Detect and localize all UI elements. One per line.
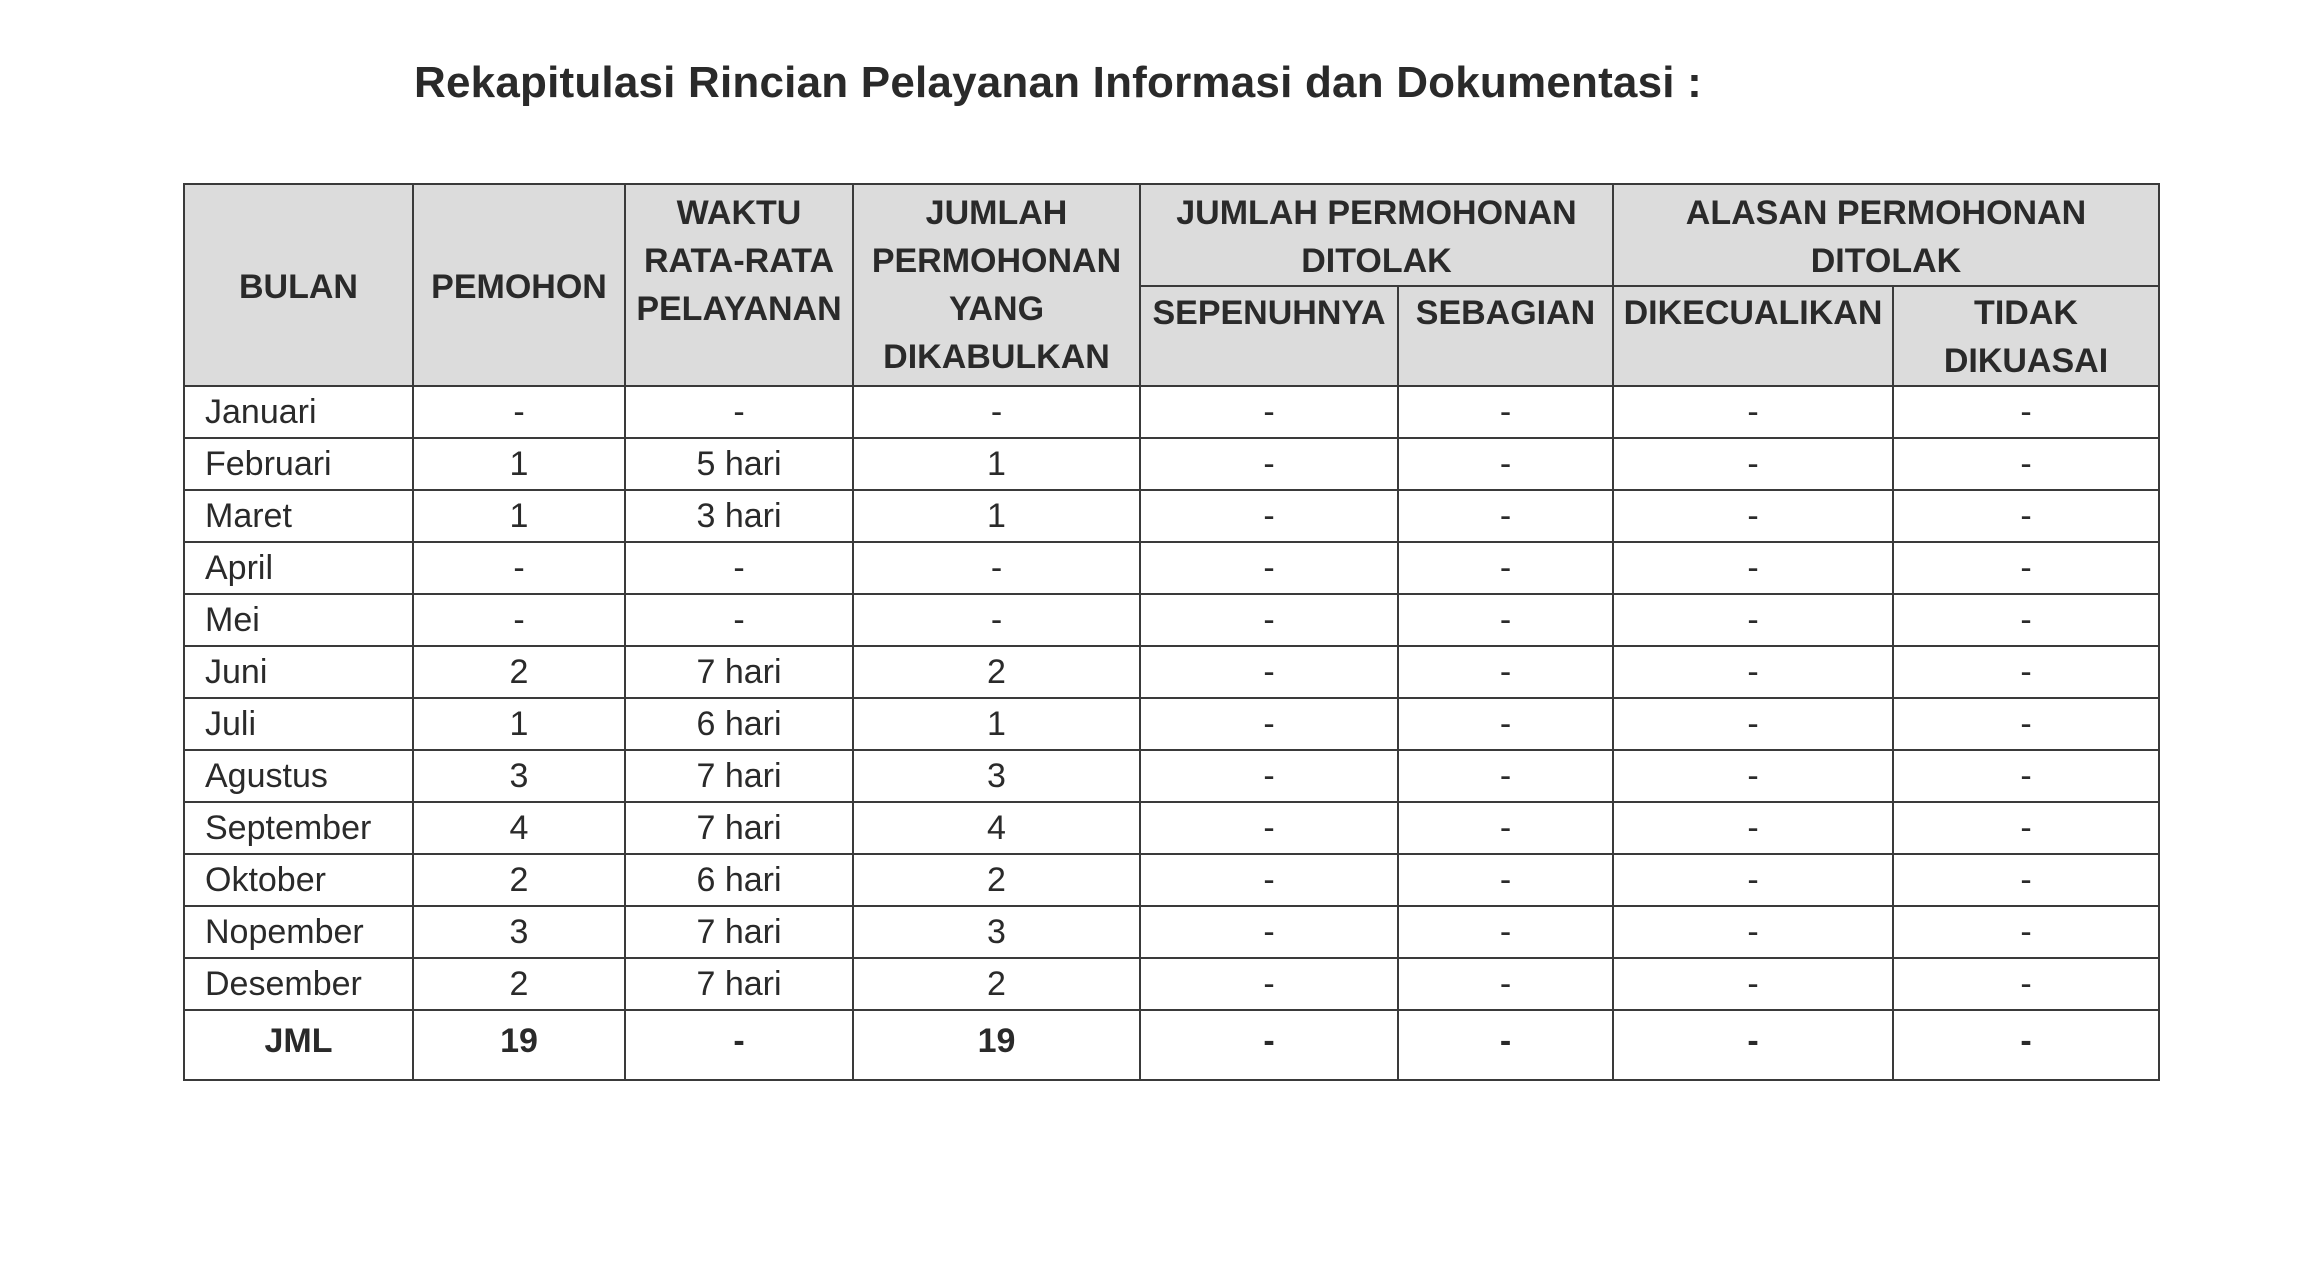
cell-sepenuhnya: -: [1140, 542, 1398, 594]
cell-waktu: 7 hari: [625, 646, 853, 698]
cell-dikecualikan: -: [1613, 698, 1893, 750]
cell-dikabulkan: 2: [853, 854, 1140, 906]
cell-waktu: 6 hari: [625, 698, 853, 750]
cell-waktu: 6 hari: [625, 854, 853, 906]
cell-dikecualikan: -: [1613, 750, 1893, 802]
cell-waktu: 7 hari: [625, 906, 853, 958]
cell-sepenuhnya: -: [1140, 958, 1398, 1010]
cell-pemohon: 2: [413, 854, 625, 906]
cell-bulan: Mei: [184, 594, 413, 646]
header-pemohon: PEMOHON: [413, 184, 625, 386]
cell-bulan: Juli: [184, 698, 413, 750]
cell-sebagian: -: [1398, 854, 1613, 906]
cell-bulan: Desember: [184, 958, 413, 1010]
cell-pemohon: 2: [413, 646, 625, 698]
cell-bulan: JML: [184, 1010, 413, 1080]
cell-sepenuhnya: -: [1140, 646, 1398, 698]
cell-tidak-dikuasai: -: [1893, 906, 2159, 958]
cell-pemohon: 19: [413, 1010, 625, 1080]
cell-tidak-dikuasai: -: [1893, 802, 2159, 854]
cell-sebagian: -: [1398, 490, 1613, 542]
cell-dikabulkan: 2: [853, 646, 1140, 698]
cell-sebagian: -: [1398, 958, 1613, 1010]
cell-waktu: -: [625, 1010, 853, 1080]
cell-waktu: 7 hari: [625, 958, 853, 1010]
table-row: [184, 490, 2159, 542]
header-waktu-rata-rata: WAKTU RATA-RATA PELAYANAN: [625, 184, 853, 386]
header-jumlah-dikabulkan: JUMLAH PERMOHONAN YANG DIKABULKAN: [853, 184, 1140, 386]
cell-sebagian: -: [1398, 646, 1613, 698]
cell-sebagian: -: [1398, 542, 1613, 594]
cell-tidak-dikuasai: -: [1893, 490, 2159, 542]
cell-tidak-dikuasai: -: [1893, 698, 2159, 750]
cell-dikecualikan: -: [1613, 1010, 1893, 1080]
cell-dikecualikan: -: [1613, 958, 1893, 1010]
cell-dikabulkan: 2: [853, 958, 1140, 1010]
cell-dikabulkan: -: [853, 386, 1140, 438]
cell-tidak-dikuasai: -: [1893, 646, 2159, 698]
cell-sepenuhnya: -: [1140, 698, 1398, 750]
cell-dikecualikan: -: [1613, 854, 1893, 906]
cell-sebagian: -: [1398, 438, 1613, 490]
cell-bulan: Maret: [184, 490, 413, 542]
cell-pemohon: 3: [413, 750, 625, 802]
cell-dikabulkan: -: [853, 542, 1140, 594]
cell-pemohon: 2: [413, 958, 625, 1010]
header-bulan: BULAN: [184, 184, 413, 386]
cell-bulan: September: [184, 802, 413, 854]
table-body: [184, 386, 2159, 1080]
table-row: [184, 802, 2159, 854]
cell-bulan: Juni: [184, 646, 413, 698]
cell-waktu: -: [625, 594, 853, 646]
table-row: [184, 438, 2159, 490]
cell-dikabulkan: 3: [853, 906, 1140, 958]
cell-waktu: 5 hari: [625, 438, 853, 490]
cell-dikabulkan: -: [853, 594, 1140, 646]
cell-waktu: 7 hari: [625, 802, 853, 854]
cell-sebagian: -: [1398, 594, 1613, 646]
cell-waktu: 7 hari: [625, 750, 853, 802]
cell-tidak-dikuasai: -: [1893, 594, 2159, 646]
cell-dikecualikan: -: [1613, 906, 1893, 958]
cell-sebagian: -: [1398, 906, 1613, 958]
cell-waktu: 3 hari: [625, 490, 853, 542]
table-row: [184, 698, 2159, 750]
cell-dikecualikan: -: [1613, 490, 1893, 542]
cell-dikabulkan: 1: [853, 438, 1140, 490]
cell-tidak-dikuasai: -: [1893, 750, 2159, 802]
cell-sebagian: -: [1398, 750, 1613, 802]
cell-sepenuhnya: -: [1140, 854, 1398, 906]
table-row: [184, 906, 2159, 958]
cell-sepenuhnya: -: [1140, 386, 1398, 438]
cell-bulan: April: [184, 542, 413, 594]
cell-dikabulkan: 3: [853, 750, 1140, 802]
cell-pemohon: -: [413, 542, 625, 594]
cell-pemohon: 1: [413, 698, 625, 750]
cell-dikabulkan: 1: [853, 698, 1140, 750]
cell-tidak-dikuasai: -: [1893, 854, 2159, 906]
cell-bulan: Oktober: [184, 854, 413, 906]
cell-bulan: Februari: [184, 438, 413, 490]
cell-sepenuhnya: -: [1140, 906, 1398, 958]
cell-sebagian: -: [1398, 1010, 1613, 1080]
header-jumlah-ditolak: JUMLAH PERMOHONAN DITOLAK: [1140, 184, 1613, 286]
cell-sepenuhnya: -: [1140, 490, 1398, 542]
cell-dikabulkan: 4: [853, 802, 1140, 854]
header-sebagian: SEBAGIAN: [1398, 286, 1613, 386]
cell-bulan: Januari: [184, 386, 413, 438]
cell-waktu: -: [625, 386, 853, 438]
cell-pemohon: 1: [413, 438, 625, 490]
cell-sebagian: -: [1398, 802, 1613, 854]
cell-dikecualikan: -: [1613, 802, 1893, 854]
header-alasan-ditolak: ALASAN PERMOHONAN DITOLAK: [1613, 184, 2159, 286]
cell-tidak-dikuasai: -: [1893, 542, 2159, 594]
cell-dikabulkan: 1: [853, 490, 1140, 542]
table-row: [184, 854, 2159, 906]
table-row: [184, 542, 2159, 594]
table-row: [184, 594, 2159, 646]
cell-pemohon: 3: [413, 906, 625, 958]
total-row: [184, 1010, 2159, 1080]
cell-sepenuhnya: -: [1140, 594, 1398, 646]
cell-dikabulkan: 19: [853, 1010, 1140, 1080]
cell-dikecualikan: -: [1613, 594, 1893, 646]
table-row: [184, 386, 2159, 438]
cell-bulan: Nopember: [184, 906, 413, 958]
cell-pemohon: -: [413, 594, 625, 646]
cell-bulan: Agustus: [184, 750, 413, 802]
cell-tidak-dikuasai: -: [1893, 386, 2159, 438]
cell-dikecualikan: -: [1613, 542, 1893, 594]
cell-dikecualikan: -: [1613, 438, 1893, 490]
page-title: Rekapitulasi Rincian Pelayanan Informasi dan Dokumentasi :: [414, 58, 1702, 107]
header-sepenuhnya: SEPENUHNYA: [1140, 286, 1398, 386]
cell-waktu: -: [625, 542, 853, 594]
cell-pemohon: 4: [413, 802, 625, 854]
cell-tidak-dikuasai: -: [1893, 1010, 2159, 1080]
table-row: [184, 646, 2159, 698]
cell-sepenuhnya: -: [1140, 438, 1398, 490]
cell-sepenuhnya: -: [1140, 750, 1398, 802]
cell-dikecualikan: -: [1613, 646, 1893, 698]
cell-dikecualikan: -: [1613, 386, 1893, 438]
cell-sepenuhnya: -: [1140, 802, 1398, 854]
cell-sebagian: -: [1398, 386, 1613, 438]
recap-table: [183, 183, 2160, 1081]
cell-tidak-dikuasai: -: [1893, 958, 2159, 1010]
header-dikecualikan: DIKECUALIKAN: [1613, 286, 1893, 386]
cell-pemohon: 1: [413, 490, 625, 542]
cell-sepenuhnya: -: [1140, 1010, 1398, 1080]
header-tidak-dikuasai: TIDAK DIKUASAI: [1893, 286, 2159, 386]
table-row: [184, 958, 2159, 1010]
header-row-top: [184, 184, 2159, 286]
table-row: [184, 750, 2159, 802]
cell-pemohon: -: [413, 386, 625, 438]
cell-tidak-dikuasai: -: [1893, 438, 2159, 490]
cell-sebagian: -: [1398, 698, 1613, 750]
table-header: [184, 184, 2159, 386]
